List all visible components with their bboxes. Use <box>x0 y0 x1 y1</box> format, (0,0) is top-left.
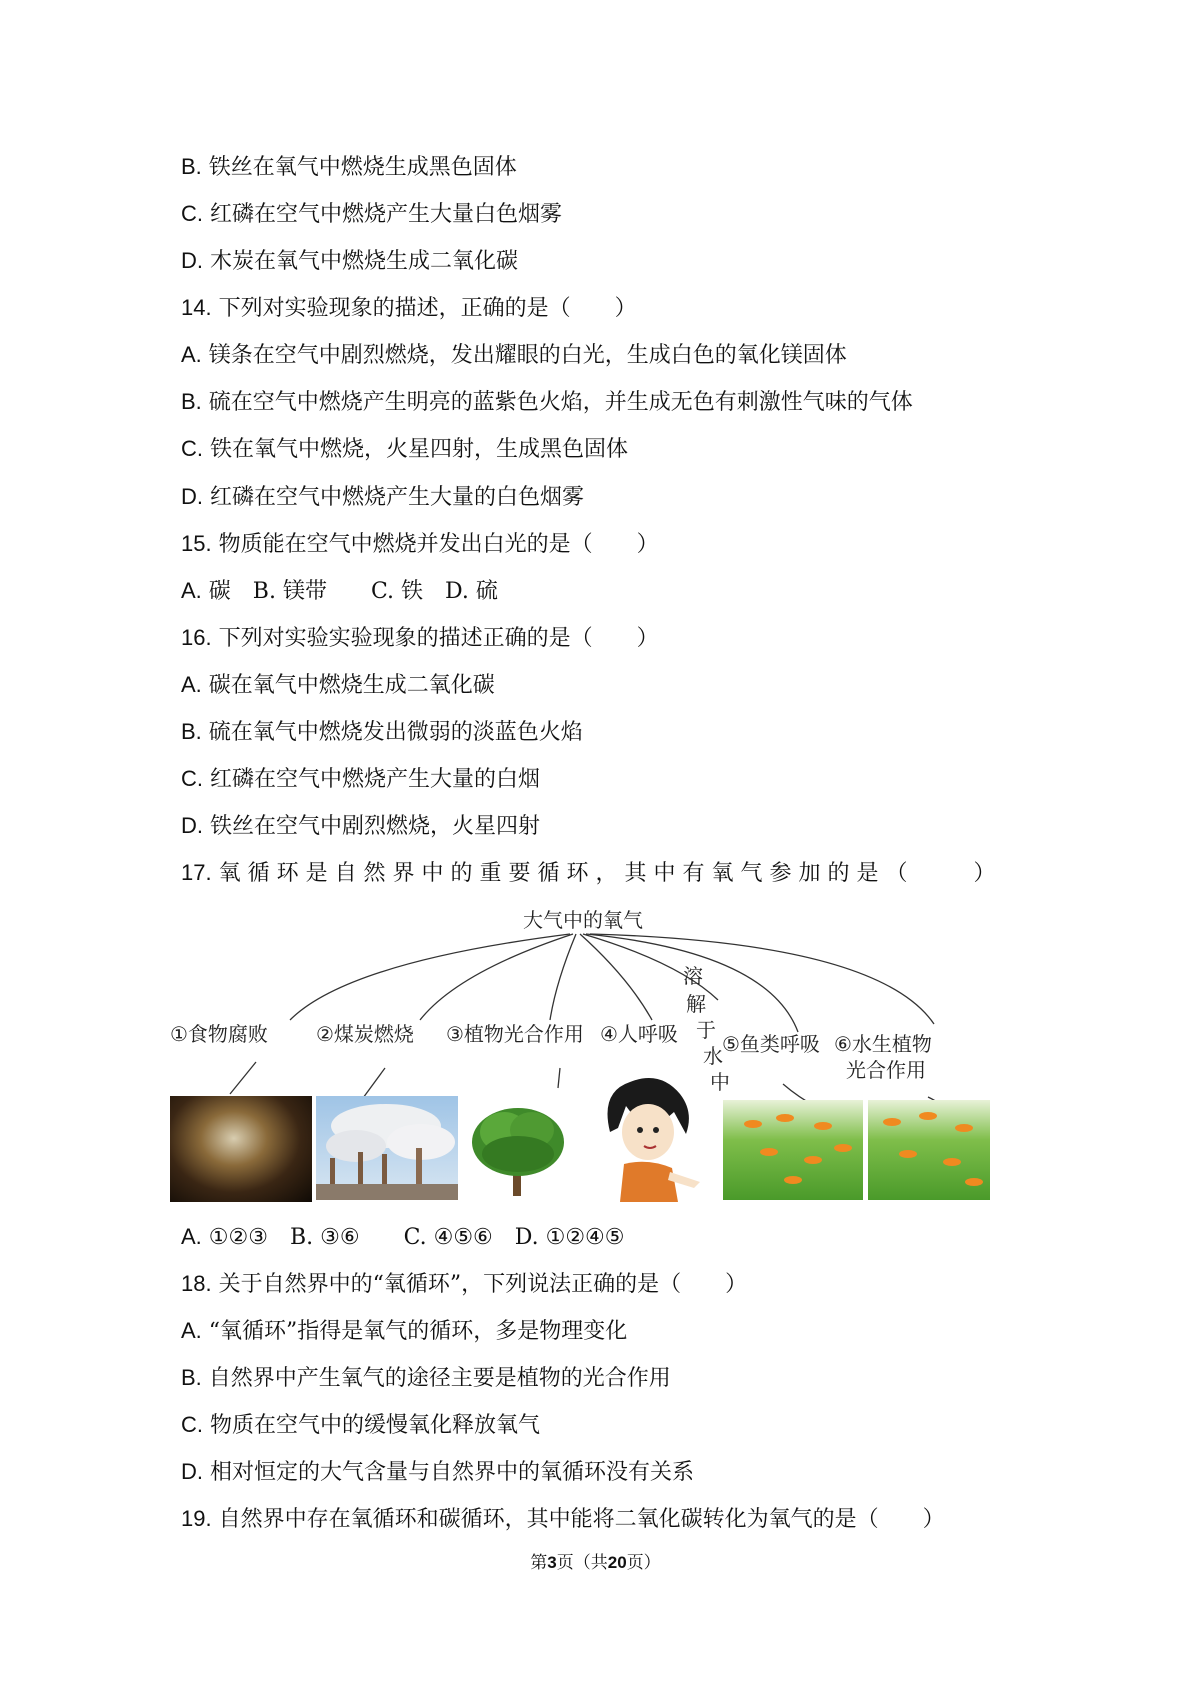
question-text: 下列对实验现象的描述，正确的是（ ） <box>218 296 637 321</box>
option-label: B. <box>181 1365 202 1390</box>
option-text: ①②③ B. ③⑥ C. ④⑤⑥ D. ①②④⑤ <box>208 1225 625 1250</box>
question-number: 17. <box>181 860 212 885</box>
tree-image <box>468 1102 568 1198</box>
connector-line <box>590 934 934 1024</box>
option-b-line <box>181 717 583 748</box>
option-label: D. <box>181 813 203 838</box>
question-number: 14. <box>181 295 212 320</box>
options-inline <box>181 1222 625 1253</box>
photosynthesis-label: ③植物光合作用 <box>446 1022 584 1046</box>
option-label: A. <box>181 1224 202 1249</box>
connector-line <box>550 934 576 1020</box>
aquatic-plants-label: ⑥水生植物 <box>834 1032 932 1056</box>
option-label: A. <box>181 672 202 697</box>
coal-factory-image <box>316 1096 458 1200</box>
question-text: 关于自然界中的“氧循环”，下列说法正确的是（ ） <box>218 1272 748 1297</box>
option-text: 红磷在空气中燃烧产生大量的白烟 <box>210 767 541 792</box>
option-d-line <box>181 482 584 513</box>
option-b-line <box>181 152 517 183</box>
dissolve-char: 解 <box>686 992 706 1016</box>
option-text: 铁丝在氧气中燃烧生成黑色固体 <box>208 155 517 180</box>
option-text: 碳在氧气中燃烧生成二氧化碳 <box>208 673 495 698</box>
option-label: B. <box>181 389 202 414</box>
option-label: A. <box>181 578 202 603</box>
option-c-line <box>181 199 562 230</box>
question-text: 物质能在空气中燃烧并发出白光的是（ ） <box>218 532 659 557</box>
option-text: 物质在空气中的缓慢氧化释放氧气 <box>210 1413 541 1438</box>
question-number: 15. <box>181 531 212 556</box>
aquatic-photosynthesis-label: 光合作用 <box>846 1058 926 1082</box>
connector-line <box>363 1068 385 1098</box>
option-text: 碳 B. 镁带 C. 铁 D. 硫 <box>208 579 498 604</box>
option-label: C. <box>181 766 203 791</box>
option-label: D. <box>181 248 203 273</box>
option-d-line <box>181 246 518 277</box>
option-a-line <box>181 1316 627 1347</box>
option-label: A. <box>181 1318 202 1343</box>
option-text: “氧循环”指得是氧气的循环，多是物理变化 <box>208 1319 628 1344</box>
human-breathing-label: ④人呼吸 <box>600 1022 678 1046</box>
option-c-line <box>181 764 540 795</box>
option-text: 镁条在空气中剧烈燃烧，发出耀眼的白光，生成白色的氧化镁固体 <box>208 343 847 368</box>
footer-mid: 页（共 <box>556 1553 608 1573</box>
option-text: 硫在空气中燃烧产生明亮的蓝紫色火焰，并生成无色有刺激性气味的气体 <box>208 390 913 415</box>
option-label: C. <box>181 201 203 226</box>
option-text: 木炭在氧气中燃烧生成二氧化碳 <box>210 249 519 274</box>
options-inline <box>181 576 498 607</box>
option-b-line <box>181 387 913 418</box>
option-text: 红磷在空气中燃烧产生大量白色烟雾 <box>210 202 563 227</box>
oxygen-cycle-diagram <box>170 892 1078 1202</box>
question-18 <box>181 1269 747 1300</box>
aquatic-plants-image <box>868 1100 990 1200</box>
question-number: 16. <box>181 625 212 650</box>
fish-pond-image <box>723 1100 863 1200</box>
atmosphere-oxygen-label: 大气中的氧气 <box>523 908 643 932</box>
page-footer <box>0 1548 1191 1573</box>
footer-prefix: 第 <box>530 1553 548 1573</box>
dissolve-char: 于 <box>696 1018 716 1042</box>
question-text: 自然界中存在氧循环和碳循环，其中能将二氧化碳转化为氧气的是（ ） <box>218 1507 945 1532</box>
question-14 <box>181 293 637 324</box>
option-text: 铁在氧气中燃烧，火星四射，生成黑色固体 <box>210 437 629 462</box>
connector-line <box>558 1068 560 1088</box>
option-d-line <box>181 1457 694 1488</box>
dissolve-char: 溶 <box>683 964 703 988</box>
question-15 <box>181 529 659 560</box>
option-a-line <box>181 670 495 701</box>
question-number: 19. <box>181 1506 212 1531</box>
option-label: C. <box>181 436 203 461</box>
option-b-line <box>181 1363 671 1394</box>
question-16 <box>181 623 659 654</box>
connector-line <box>420 934 573 1020</box>
option-label: A. <box>181 342 202 367</box>
option-text: 硫在氧气中燃烧发出微弱的淡蓝色火焰 <box>208 720 583 745</box>
question-19 <box>181 1504 945 1535</box>
option-text: 红磷在空气中燃烧产生大量的白色烟雾 <box>210 485 585 510</box>
total-pages: 20 <box>607 1553 627 1572</box>
connector-line <box>580 934 652 1020</box>
food-decay-label: ①食物腐败 <box>170 1022 268 1046</box>
option-text: 相对恒定的大气含量与自然界中的氧循环没有关系 <box>210 1460 695 1485</box>
option-label: D. <box>181 484 203 509</box>
option-c-line <box>181 434 628 465</box>
girl-breathing-image <box>590 1072 705 1202</box>
option-a-line <box>181 340 847 371</box>
option-label: C. <box>181 1412 203 1437</box>
connector-line <box>290 934 570 1020</box>
dissolve-char: 水 <box>703 1044 723 1068</box>
question-number: 18. <box>181 1271 212 1296</box>
food-decay-image <box>170 1096 312 1202</box>
question-text: 氧 循 环 是 自 然 界 中 的 重 要 循 环 ， 其 中 有 氧 气 参 加 的 是 （ ） <box>218 861 996 886</box>
fish-icon <box>868 1100 990 1200</box>
option-label: D. <box>181 1459 203 1484</box>
dissolve-char: 中 <box>710 1070 730 1094</box>
fish-breathing-label: ⑤鱼类呼吸 <box>722 1032 820 1056</box>
question-text: 下列对实验实验现象的描述正确的是（ ） <box>218 626 659 651</box>
option-text: 铁丝在空气中剧烈燃烧，火星四射 <box>210 814 541 839</box>
fish-icon <box>723 1100 863 1200</box>
page-number: 3 <box>547 1553 557 1572</box>
option-text: 自然界中产生氧气的途径主要是植物的光合作用 <box>208 1366 671 1391</box>
question-17 <box>181 858 995 889</box>
option-label: B. <box>181 719 202 744</box>
option-c-line <box>181 1410 540 1441</box>
option-label: B. <box>181 154 202 179</box>
connector-line <box>230 1062 256 1094</box>
footer-suffix: 页） <box>626 1553 661 1573</box>
option-d-line <box>181 811 540 842</box>
coal-burning-label: ②煤炭燃烧 <box>316 1022 414 1046</box>
